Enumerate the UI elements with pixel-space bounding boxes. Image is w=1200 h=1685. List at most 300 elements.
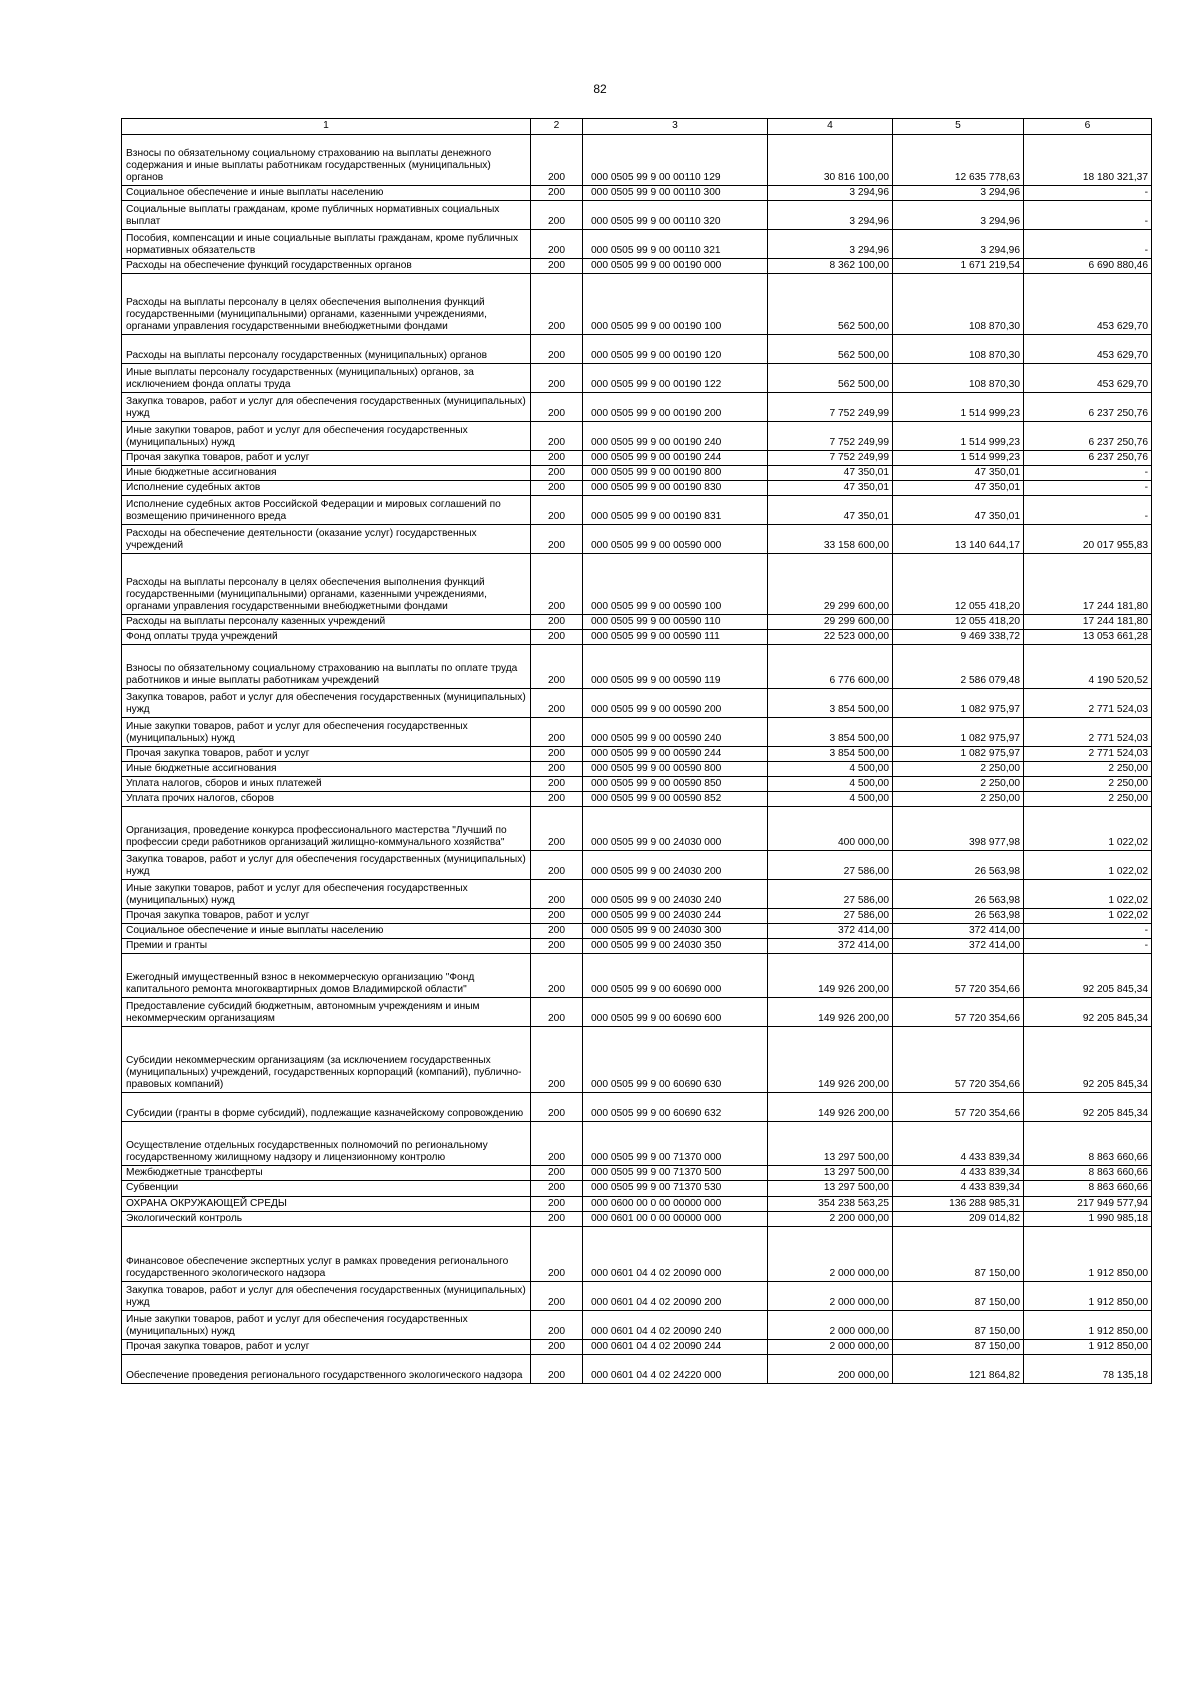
row-admin-code-cell: 200 (531, 201, 583, 230)
table-row (122, 1339, 1152, 1354)
row-budget-code-cell: 000 0505 99 9 00 71370 000 (583, 1122, 768, 1166)
row-admin-code-cell: 200 (531, 1310, 583, 1339)
row-admin-code-cell: 200 (531, 496, 583, 525)
row-executed-cell: 47 350,01 (893, 481, 1024, 496)
row-name-cell: Субсидии (гранты в форме субсидий), подлежащие казначейскому сопровождению (122, 1093, 531, 1122)
row-name-cell: Предоставление субсидий бюджетным, автономным учреждениям и иным некоммерческим организациям (122, 998, 531, 1027)
row-admin-code-cell: 200 (531, 615, 583, 630)
row-budget-code-cell: 000 0505 99 9 00 24030 244 (583, 909, 768, 924)
row-plan-cell: 562 500,00 (768, 364, 893, 393)
table-row (122, 645, 1152, 689)
row-budget-code-cell: 000 0601 04 4 02 24220 000 (583, 1354, 768, 1383)
table-row (122, 335, 1152, 364)
row-admin-code-cell: 200 (531, 1166, 583, 1181)
row-executed-cell: 209 014,82 (893, 1211, 1024, 1226)
row-name-cell: Уплата налогов, сборов и иных платежей (122, 777, 531, 792)
table-row (122, 1310, 1152, 1339)
row-executed-cell: 57 720 354,66 (893, 1027, 1024, 1093)
row-name-cell: Ежегодный имущественный взнос в некоммерческую организацию "Фонд капитального ремонта многоквартирных домов Владимирской области" (122, 954, 531, 998)
row-remainder-cell: 1 022,02 (1024, 807, 1152, 851)
row-budget-code-cell: 000 0505 99 9 00 60690 630 (583, 1027, 768, 1093)
row-name-cell: Расходы на выплаты персоналу казенных учреждений (122, 615, 531, 630)
row-remainder-cell: - (1024, 466, 1152, 481)
row-budget-code-cell: 000 0505 99 9 00 00590 850 (583, 777, 768, 792)
column-header: 1 (122, 119, 531, 135)
row-admin-code-cell: 200 (531, 393, 583, 422)
row-admin-code-cell: 200 (531, 1122, 583, 1166)
table-row (122, 998, 1152, 1027)
row-budget-code-cell: 000 0505 99 9 00 00110 129 (583, 135, 768, 186)
row-plan-cell: 30 816 100,00 (768, 135, 893, 186)
table-row (122, 422, 1152, 451)
row-admin-code-cell: 200 (531, 466, 583, 481)
row-admin-code-cell: 200 (531, 777, 583, 792)
row-admin-code-cell: 200 (531, 1196, 583, 1211)
row-name-cell: Иные закупки товаров, работ и услуг для обеспечения государственных (муниципальных) нужд (122, 880, 531, 909)
table-row (122, 1093, 1152, 1122)
row-remainder-cell: 1 912 850,00 (1024, 1226, 1152, 1281)
row-admin-code-cell: 200 (531, 554, 583, 615)
table-row (122, 1166, 1152, 1181)
row-admin-code-cell: 200 (531, 274, 583, 335)
row-plan-cell: 2 000 000,00 (768, 1281, 893, 1310)
row-executed-cell: 108 870,30 (893, 274, 1024, 335)
row-remainder-cell: 1 022,02 (1024, 851, 1152, 880)
table-row (122, 1181, 1152, 1196)
row-executed-cell: 87 150,00 (893, 1339, 1024, 1354)
row-budget-code-cell: 000 0600 00 0 00 00000 000 (583, 1196, 768, 1211)
row-plan-cell: 29 299 600,00 (768, 554, 893, 615)
row-budget-code-cell: 000 0601 04 4 02 20090 000 (583, 1226, 768, 1281)
row-budget-code-cell: 000 0505 99 9 00 60690 632 (583, 1093, 768, 1122)
row-admin-code-cell: 200 (531, 1211, 583, 1226)
row-remainder-cell: 1 990 985,18 (1024, 1211, 1152, 1226)
table-row (122, 777, 1152, 792)
row-budget-code-cell: 000 0505 99 9 00 24030 350 (583, 939, 768, 954)
row-name-cell: Взносы по обязательному социальному страхованию на выплаты денежного содержания и иные выплаты работникам государственных (муниципальных) органов (122, 135, 531, 186)
table-row (122, 554, 1152, 615)
row-executed-cell: 26 563,98 (893, 880, 1024, 909)
row-name-cell: Иные бюджетные ассигнования (122, 762, 531, 777)
table-row (122, 201, 1152, 230)
row-plan-cell: 8 362 100,00 (768, 259, 893, 274)
row-executed-cell: 3 294,96 (893, 230, 1024, 259)
table-row (122, 496, 1152, 525)
row-name-cell: Расходы на обеспечение функций государственных органов (122, 259, 531, 274)
row-budget-code-cell: 000 0601 04 4 02 20090 244 (583, 1339, 768, 1354)
row-budget-code-cell: 000 0505 99 9 00 00590 119 (583, 645, 768, 689)
row-admin-code-cell: 200 (531, 481, 583, 496)
row-plan-cell: 7 752 249,99 (768, 393, 893, 422)
row-budget-code-cell: 000 0505 99 9 00 00110 300 (583, 186, 768, 201)
row-name-cell: ОХРАНА ОКРУЖАЮЩЕЙ СРЕДЫ (122, 1196, 531, 1211)
row-name-cell: Прочая закупка товаров, работ и услуг (122, 1339, 531, 1354)
row-budget-code-cell: 000 0505 99 9 00 00590 240 (583, 718, 768, 747)
table-row (122, 630, 1152, 645)
table-row (122, 747, 1152, 762)
row-name-cell: Иные закупки товаров, работ и услуг для обеспечения государственных (муниципальных) нужд (122, 422, 531, 451)
row-remainder-cell: 17 244 181,80 (1024, 554, 1152, 615)
table-row (122, 259, 1152, 274)
row-name-cell: Межбюджетные трансферты (122, 1166, 531, 1181)
row-plan-cell: 2 200 000,00 (768, 1211, 893, 1226)
row-plan-cell: 372 414,00 (768, 924, 893, 939)
row-plan-cell: 33 158 600,00 (768, 525, 893, 554)
row-plan-cell: 2 000 000,00 (768, 1310, 893, 1339)
row-budget-code-cell: 000 0601 04 4 02 20090 240 (583, 1310, 768, 1339)
table-row (122, 364, 1152, 393)
row-remainder-cell: 2 771 524,03 (1024, 747, 1152, 762)
row-remainder-cell: 4 190 520,52 (1024, 645, 1152, 689)
row-admin-code-cell: 200 (531, 807, 583, 851)
row-executed-cell: 2 250,00 (893, 762, 1024, 777)
table-row (122, 525, 1152, 554)
row-plan-cell: 6 776 600,00 (768, 645, 893, 689)
row-executed-cell: 4 433 839,34 (893, 1166, 1024, 1181)
row-admin-code-cell: 200 (531, 939, 583, 954)
row-plan-cell: 149 926 200,00 (768, 998, 893, 1027)
row-remainder-cell: 1 022,02 (1024, 880, 1152, 909)
row-executed-cell: 2 586 079,48 (893, 645, 1024, 689)
row-budget-code-cell: 000 0505 99 9 00 60690 600 (583, 998, 768, 1027)
row-plan-cell: 27 586,00 (768, 851, 893, 880)
row-admin-code-cell: 200 (531, 924, 583, 939)
row-admin-code-cell: 200 (531, 630, 583, 645)
table-header-row (122, 119, 1152, 135)
row-name-cell: Прочая закупка товаров, работ и услуг (122, 451, 531, 466)
row-admin-code-cell: 200 (531, 1181, 583, 1196)
row-name-cell: Расходы на выплаты персоналу государственных (муниципальных) органов (122, 335, 531, 364)
row-remainder-cell: 2 250,00 (1024, 792, 1152, 807)
row-admin-code-cell: 200 (531, 1027, 583, 1093)
row-executed-cell: 3 294,96 (893, 186, 1024, 201)
row-name-cell: Прочая закупка товаров, работ и услуг (122, 909, 531, 924)
row-remainder-cell: 8 863 660,66 (1024, 1122, 1152, 1166)
table-row (122, 274, 1152, 335)
row-executed-cell: 136 288 985,31 (893, 1196, 1024, 1211)
row-admin-code-cell: 200 (531, 1339, 583, 1354)
row-remainder-cell: 217 949 577,94 (1024, 1196, 1152, 1211)
row-budget-code-cell: 000 0505 99 9 00 00590 100 (583, 554, 768, 615)
table-row (122, 230, 1152, 259)
column-header: 2 (531, 119, 583, 135)
row-budget-code-cell: 000 0505 99 9 00 71370 530 (583, 1181, 768, 1196)
row-plan-cell: 2 000 000,00 (768, 1226, 893, 1281)
table-row (122, 1354, 1152, 1383)
row-remainder-cell: - (1024, 201, 1152, 230)
row-executed-cell: 1 671 219,54 (893, 259, 1024, 274)
row-remainder-cell: 1 912 850,00 (1024, 1310, 1152, 1339)
row-plan-cell: 47 350,01 (768, 466, 893, 481)
row-budget-code-cell: 000 0505 99 9 00 00590 852 (583, 792, 768, 807)
table-row (122, 1027, 1152, 1093)
row-admin-code-cell: 200 (531, 230, 583, 259)
row-executed-cell: 1 514 999,23 (893, 393, 1024, 422)
row-admin-code-cell: 200 (531, 851, 583, 880)
row-name-cell: Исполнение судебных актов (122, 481, 531, 496)
row-executed-cell: 1 082 975,97 (893, 689, 1024, 718)
row-name-cell: Иные выплаты персоналу государственных (муниципальных) органов, за исключением фонда оплаты труда (122, 364, 531, 393)
row-name-cell: Взносы по обязательному социальному страхованию на выплаты по оплате труда работников и иные выплаты работникам учреждений (122, 645, 531, 689)
table-row (122, 1226, 1152, 1281)
column-header: 4 (768, 119, 893, 135)
row-remainder-cell: - (1024, 230, 1152, 259)
row-budget-code-cell: 000 0601 04 4 02 20090 200 (583, 1281, 768, 1310)
table-row (122, 1196, 1152, 1211)
row-admin-code-cell: 200 (531, 689, 583, 718)
row-name-cell: Социальное обеспечение и иные выплаты населению (122, 924, 531, 939)
row-admin-code-cell: 200 (531, 718, 583, 747)
row-remainder-cell: 92 205 845,34 (1024, 954, 1152, 998)
row-remainder-cell: - (1024, 186, 1152, 201)
row-budget-code-cell: 000 0505 99 9 00 71370 500 (583, 1166, 768, 1181)
row-name-cell: Субвенции (122, 1181, 531, 1196)
row-remainder-cell: 18 180 321,37 (1024, 135, 1152, 186)
row-plan-cell: 29 299 600,00 (768, 615, 893, 630)
row-executed-cell: 47 350,01 (893, 466, 1024, 481)
row-admin-code-cell: 200 (531, 1226, 583, 1281)
row-plan-cell: 4 500,00 (768, 777, 893, 792)
row-remainder-cell: 2 771 524,03 (1024, 718, 1152, 747)
table-row (122, 186, 1152, 201)
row-name-cell: Организация, проведение конкурса профессионального мастерства "Лучший по профессии среди работников организаций жилищно-коммунального хозяйства" (122, 807, 531, 851)
row-executed-cell: 108 870,30 (893, 364, 1024, 393)
row-remainder-cell: 6 690 880,46 (1024, 259, 1152, 274)
row-plan-cell: 4 500,00 (768, 792, 893, 807)
row-plan-cell: 47 350,01 (768, 481, 893, 496)
row-executed-cell: 26 563,98 (893, 851, 1024, 880)
row-admin-code-cell: 200 (531, 364, 583, 393)
row-executed-cell: 12 055 418,20 (893, 615, 1024, 630)
row-admin-code-cell: 200 (531, 998, 583, 1027)
row-budget-code-cell: 000 0505 99 9 00 24030 240 (583, 880, 768, 909)
row-budget-code-cell: 000 0505 99 9 00 24030 000 (583, 807, 768, 851)
row-plan-cell: 7 752 249,99 (768, 451, 893, 466)
row-executed-cell: 57 720 354,66 (893, 954, 1024, 998)
row-executed-cell: 108 870,30 (893, 335, 1024, 364)
row-name-cell: Расходы на выплаты персоналу в целях обеспечения выполнения функций государственными (муниципальными) органами, казенными учреждениями, органами управления государственными внебюджетными фондами (122, 554, 531, 615)
row-remainder-cell: 6 237 250,76 (1024, 451, 1152, 466)
row-plan-cell: 27 586,00 (768, 880, 893, 909)
table-row (122, 466, 1152, 481)
row-remainder-cell: 78 135,18 (1024, 1354, 1152, 1383)
row-remainder-cell: 8 863 660,66 (1024, 1166, 1152, 1181)
table-row (122, 954, 1152, 998)
row-name-cell: Иные закупки товаров, работ и услуг для обеспечения государственных (муниципальных) нужд (122, 1310, 531, 1339)
row-admin-code-cell: 200 (531, 645, 583, 689)
row-remainder-cell: 453 629,70 (1024, 364, 1152, 393)
row-executed-cell: 1 082 975,97 (893, 718, 1024, 747)
table-row (122, 851, 1152, 880)
row-name-cell: Закупка товаров, работ и услуг для обеспечения государственных (муниципальных) нужд (122, 393, 531, 422)
row-plan-cell: 13 297 500,00 (768, 1181, 893, 1196)
row-executed-cell: 2 250,00 (893, 777, 1024, 792)
row-plan-cell: 3 294,96 (768, 230, 893, 259)
row-budget-code-cell: 000 0505 99 9 00 00190 000 (583, 259, 768, 274)
row-admin-code-cell: 200 (531, 1093, 583, 1122)
row-plan-cell: 400 000,00 (768, 807, 893, 851)
table-row (122, 1211, 1152, 1226)
row-plan-cell: 27 586,00 (768, 909, 893, 924)
row-plan-cell: 4 500,00 (768, 762, 893, 777)
row-plan-cell: 3 854 500,00 (768, 718, 893, 747)
row-plan-cell: 2 000 000,00 (768, 1339, 893, 1354)
table-row (122, 689, 1152, 718)
row-remainder-cell: - (1024, 939, 1152, 954)
row-name-cell: Закупка товаров, работ и услуг для обеспечения государственных (муниципальных) нужд (122, 1281, 531, 1310)
row-remainder-cell: 2 771 524,03 (1024, 689, 1152, 718)
row-remainder-cell: - (1024, 924, 1152, 939)
row-remainder-cell: 8 863 660,66 (1024, 1181, 1152, 1196)
row-executed-cell: 13 140 644,17 (893, 525, 1024, 554)
row-admin-code-cell: 200 (531, 422, 583, 451)
row-name-cell: Социальное обеспечение и иные выплаты населению (122, 186, 531, 201)
row-remainder-cell: 1 912 850,00 (1024, 1281, 1152, 1310)
row-admin-code-cell: 200 (531, 525, 583, 554)
row-name-cell: Социальные выплаты гражданам, кроме публичных нормативных социальных выплат (122, 201, 531, 230)
row-plan-cell: 3 854 500,00 (768, 747, 893, 762)
row-remainder-cell: - (1024, 496, 1152, 525)
row-executed-cell: 372 414,00 (893, 924, 1024, 939)
table-row (122, 807, 1152, 851)
table-row (122, 393, 1152, 422)
row-admin-code-cell: 200 (531, 909, 583, 924)
table-row (122, 792, 1152, 807)
row-name-cell: Исполнение судебных актов Российской Федерации и мировых соглашений по возмещению причиненного вреда (122, 496, 531, 525)
row-remainder-cell: 6 237 250,76 (1024, 422, 1152, 451)
row-budget-code-cell: 000 0505 99 9 00 60690 000 (583, 954, 768, 998)
row-name-cell: Расходы на выплаты персоналу в целях обеспечения выполнения функций государственными (муниципальными) органами, казенными учреждениями, органами управления государственными внебюджетными фондами (122, 274, 531, 335)
row-name-cell: Премии и гранты (122, 939, 531, 954)
row-budget-code-cell: 000 0505 99 9 00 00110 320 (583, 201, 768, 230)
table-row (122, 762, 1152, 777)
row-remainder-cell: 1 912 850,00 (1024, 1339, 1152, 1354)
row-executed-cell: 398 977,98 (893, 807, 1024, 851)
row-remainder-cell: 453 629,70 (1024, 274, 1152, 335)
row-budget-code-cell: 000 0505 99 9 00 00190 120 (583, 335, 768, 364)
row-executed-cell: 4 433 839,34 (893, 1122, 1024, 1166)
row-executed-cell: 9 469 338,72 (893, 630, 1024, 645)
row-name-cell: Финансовое обеспечение экспертных услуг в рамках проведения регионального государственного экологического надзора (122, 1226, 531, 1281)
row-executed-cell: 3 294,96 (893, 201, 1024, 230)
table-row (122, 135, 1152, 186)
row-executed-cell: 12 055 418,20 (893, 554, 1024, 615)
row-name-cell: Субсидии некоммерческим организациям (за исключением государственных (муниципальных) учреждений, государственных корпораций (компаний), публично-правовых компаний) (122, 1027, 531, 1093)
row-remainder-cell: 2 250,00 (1024, 777, 1152, 792)
row-executed-cell: 1 082 975,97 (893, 747, 1024, 762)
row-budget-code-cell: 000 0505 99 9 00 00190 830 (583, 481, 768, 496)
row-plan-cell: 13 297 500,00 (768, 1166, 893, 1181)
row-executed-cell: 57 720 354,66 (893, 998, 1024, 1027)
row-admin-code-cell: 200 (531, 880, 583, 909)
row-plan-cell: 7 752 249,99 (768, 422, 893, 451)
row-name-cell: Прочая закупка товаров, работ и услуг (122, 747, 531, 762)
column-header: 3 (583, 119, 768, 135)
row-remainder-cell: 6 237 250,76 (1024, 393, 1152, 422)
row-plan-cell: 47 350,01 (768, 496, 893, 525)
row-budget-code-cell: 000 0505 99 9 00 00590 111 (583, 630, 768, 645)
table-row (122, 880, 1152, 909)
row-budget-code-cell: 000 0505 99 9 00 00190 800 (583, 466, 768, 481)
row-name-cell: Обеспечение проведения регионального государственного экологического надзора (122, 1354, 531, 1383)
row-budget-code-cell: 000 0505 99 9 00 00590 200 (583, 689, 768, 718)
row-name-cell: Иные бюджетные ассигнования (122, 466, 531, 481)
row-budget-code-cell: 000 0505 99 9 00 00190 200 (583, 393, 768, 422)
row-plan-cell: 200 000,00 (768, 1354, 893, 1383)
table-row (122, 451, 1152, 466)
table-row (122, 909, 1152, 924)
row-plan-cell: 372 414,00 (768, 939, 893, 954)
row-admin-code-cell: 200 (531, 762, 583, 777)
row-admin-code-cell: 200 (531, 792, 583, 807)
row-plan-cell: 149 926 200,00 (768, 1027, 893, 1093)
row-budget-code-cell: 000 0505 99 9 00 00190 100 (583, 274, 768, 335)
row-executed-cell: 57 720 354,66 (893, 1093, 1024, 1122)
row-plan-cell: 149 926 200,00 (768, 954, 893, 998)
row-name-cell: Фонд оплаты труда учреждений (122, 630, 531, 645)
row-budget-code-cell: 000 0505 99 9 00 00590 244 (583, 747, 768, 762)
row-budget-code-cell: 000 0505 99 9 00 24030 200 (583, 851, 768, 880)
row-executed-cell: 12 635 778,63 (893, 135, 1024, 186)
row-plan-cell: 3 854 500,00 (768, 689, 893, 718)
column-header: 5 (893, 119, 1024, 135)
row-plan-cell: 562 500,00 (768, 335, 893, 364)
row-admin-code-cell: 200 (531, 135, 583, 186)
row-executed-cell: 372 414,00 (893, 939, 1024, 954)
row-remainder-cell: 92 205 845,34 (1024, 1093, 1152, 1122)
row-admin-code-cell: 200 (531, 1281, 583, 1310)
row-remainder-cell: 92 205 845,34 (1024, 1027, 1152, 1093)
row-budget-code-cell: 000 0505 99 9 00 00590 800 (583, 762, 768, 777)
row-name-cell: Уплата прочих налогов, сборов (122, 792, 531, 807)
row-admin-code-cell: 200 (531, 186, 583, 201)
row-admin-code-cell: 200 (531, 451, 583, 466)
row-budget-code-cell: 000 0601 00 0 00 00000 000 (583, 1211, 768, 1226)
row-executed-cell: 1 514 999,23 (893, 451, 1024, 466)
row-name-cell: Закупка товаров, работ и услуг для обеспечения государственных (муниципальных) нужд (122, 689, 531, 718)
row-remainder-cell: 92 205 845,34 (1024, 998, 1152, 1027)
row-name-cell: Расходы на обеспечение деятельности (оказание услуг) государственных учреждений (122, 525, 531, 554)
row-budget-code-cell: 000 0505 99 9 00 00190 122 (583, 364, 768, 393)
row-budget-code-cell: 000 0505 99 9 00 00110 321 (583, 230, 768, 259)
table-row (122, 1122, 1152, 1166)
table-row (122, 924, 1152, 939)
row-name-cell: Экологический контроль (122, 1211, 531, 1226)
row-budget-code-cell: 000 0505 99 9 00 00190 244 (583, 451, 768, 466)
row-executed-cell: 87 150,00 (893, 1226, 1024, 1281)
table-row (122, 615, 1152, 630)
row-plan-cell: 3 294,96 (768, 201, 893, 230)
column-header: 6 (1024, 119, 1152, 135)
row-plan-cell: 149 926 200,00 (768, 1093, 893, 1122)
budget-table (121, 118, 1152, 1384)
row-admin-code-cell: 200 (531, 259, 583, 274)
row-admin-code-cell: 200 (531, 954, 583, 998)
row-executed-cell: 121 864,82 (893, 1354, 1024, 1383)
row-admin-code-cell: 200 (531, 1354, 583, 1383)
row-remainder-cell: 2 250,00 (1024, 762, 1152, 777)
row-executed-cell: 87 150,00 (893, 1281, 1024, 1310)
row-plan-cell: 13 297 500,00 (768, 1122, 893, 1166)
table-row (122, 1281, 1152, 1310)
row-budget-code-cell: 000 0505 99 9 00 24030 300 (583, 924, 768, 939)
row-plan-cell: 354 238 563,25 (768, 1196, 893, 1211)
row-remainder-cell: 20 017 955,83 (1024, 525, 1152, 554)
row-budget-code-cell: 000 0505 99 9 00 00190 240 (583, 422, 768, 451)
row-name-cell: Пособия, компенсации и иные социальные выплаты гражданам, кроме публичных нормативных обязательств (122, 230, 531, 259)
row-plan-cell: 3 294,96 (768, 186, 893, 201)
row-budget-code-cell: 000 0505 99 9 00 00590 110 (583, 615, 768, 630)
